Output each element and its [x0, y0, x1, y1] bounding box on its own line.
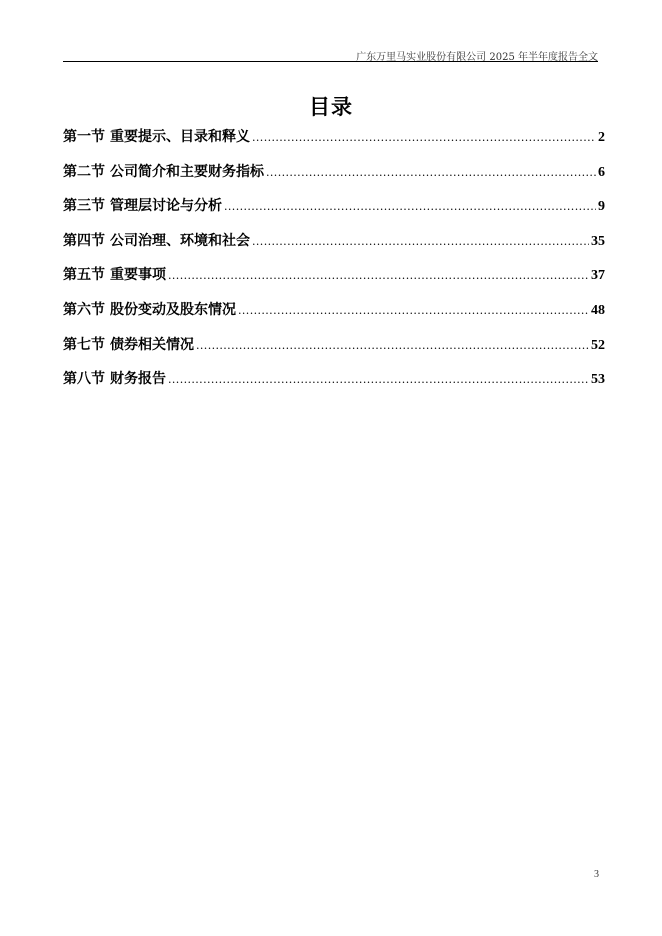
- toc-section-number: 第一节: [63, 129, 105, 145]
- running-header: 广东万里马实业股份有限公司 2025 年半年度报告全文: [356, 52, 598, 63]
- toc-page-number: 53: [591, 372, 605, 388]
- toc-section-number: 第七节: [63, 336, 105, 353]
- toc-section-number: 第二节: [63, 163, 105, 180]
- toc-dot-leader: [168, 373, 589, 386]
- toc-page-number: 48: [591, 302, 605, 318]
- toc-dot-leader: [238, 304, 589, 317]
- toc-page-number: 2: [598, 130, 605, 145]
- toc-list: [63, 126, 605, 403]
- toc-section-number: 第三节: [63, 198, 105, 215]
- toc-section-title: 管理层讨论与分析: [110, 198, 222, 215]
- toc-page-number: 37: [591, 268, 605, 284]
- toc-section-title: 重要事项: [110, 267, 166, 284]
- toc-section-title: 股份变动及股东情况: [110, 301, 236, 318]
- toc-entry[interactable]: [63, 368, 605, 403]
- toc-page-number: 35: [591, 233, 605, 249]
- page-number: 3: [594, 869, 599, 880]
- toc-entry[interactable]: [63, 126, 605, 161]
- toc-dot-leader: [266, 166, 596, 179]
- toc-page-number: 9: [598, 199, 605, 215]
- toc-section-number: 第六节: [63, 301, 105, 318]
- toc-section-title: 公司简介和主要财务指标: [110, 163, 264, 180]
- header-rule: [63, 61, 598, 62]
- toc-dot-leader: [196, 339, 589, 352]
- toc-entry[interactable]: [63, 161, 605, 196]
- toc-entry[interactable]: [63, 195, 605, 230]
- toc-section-title: 债券相关情况: [110, 336, 194, 353]
- toc-entry[interactable]: [63, 230, 605, 265]
- toc-section-title: 重要提示、目录和释义: [110, 129, 250, 145]
- toc-entry[interactable]: [63, 334, 605, 369]
- toc-title: 目录: [309, 95, 353, 119]
- toc-entry[interactable]: [63, 299, 605, 334]
- toc-entry[interactable]: [63, 264, 605, 299]
- toc-dot-leader: [168, 269, 589, 282]
- toc-page-number: 6: [598, 164, 605, 180]
- toc-section-title: 财务报告: [110, 371, 166, 388]
- toc-dot-leader: [224, 200, 596, 213]
- toc-page-number: 52: [591, 337, 605, 353]
- toc-dot-leader: [252, 131, 596, 144]
- toc-section-number: 第八节: [63, 371, 105, 388]
- toc-section-number: 第五节: [63, 267, 105, 284]
- toc-dot-leader: [252, 235, 589, 248]
- toc-section-title: 公司治理、环境和社会: [110, 232, 250, 249]
- toc-section-number: 第四节: [63, 232, 105, 249]
